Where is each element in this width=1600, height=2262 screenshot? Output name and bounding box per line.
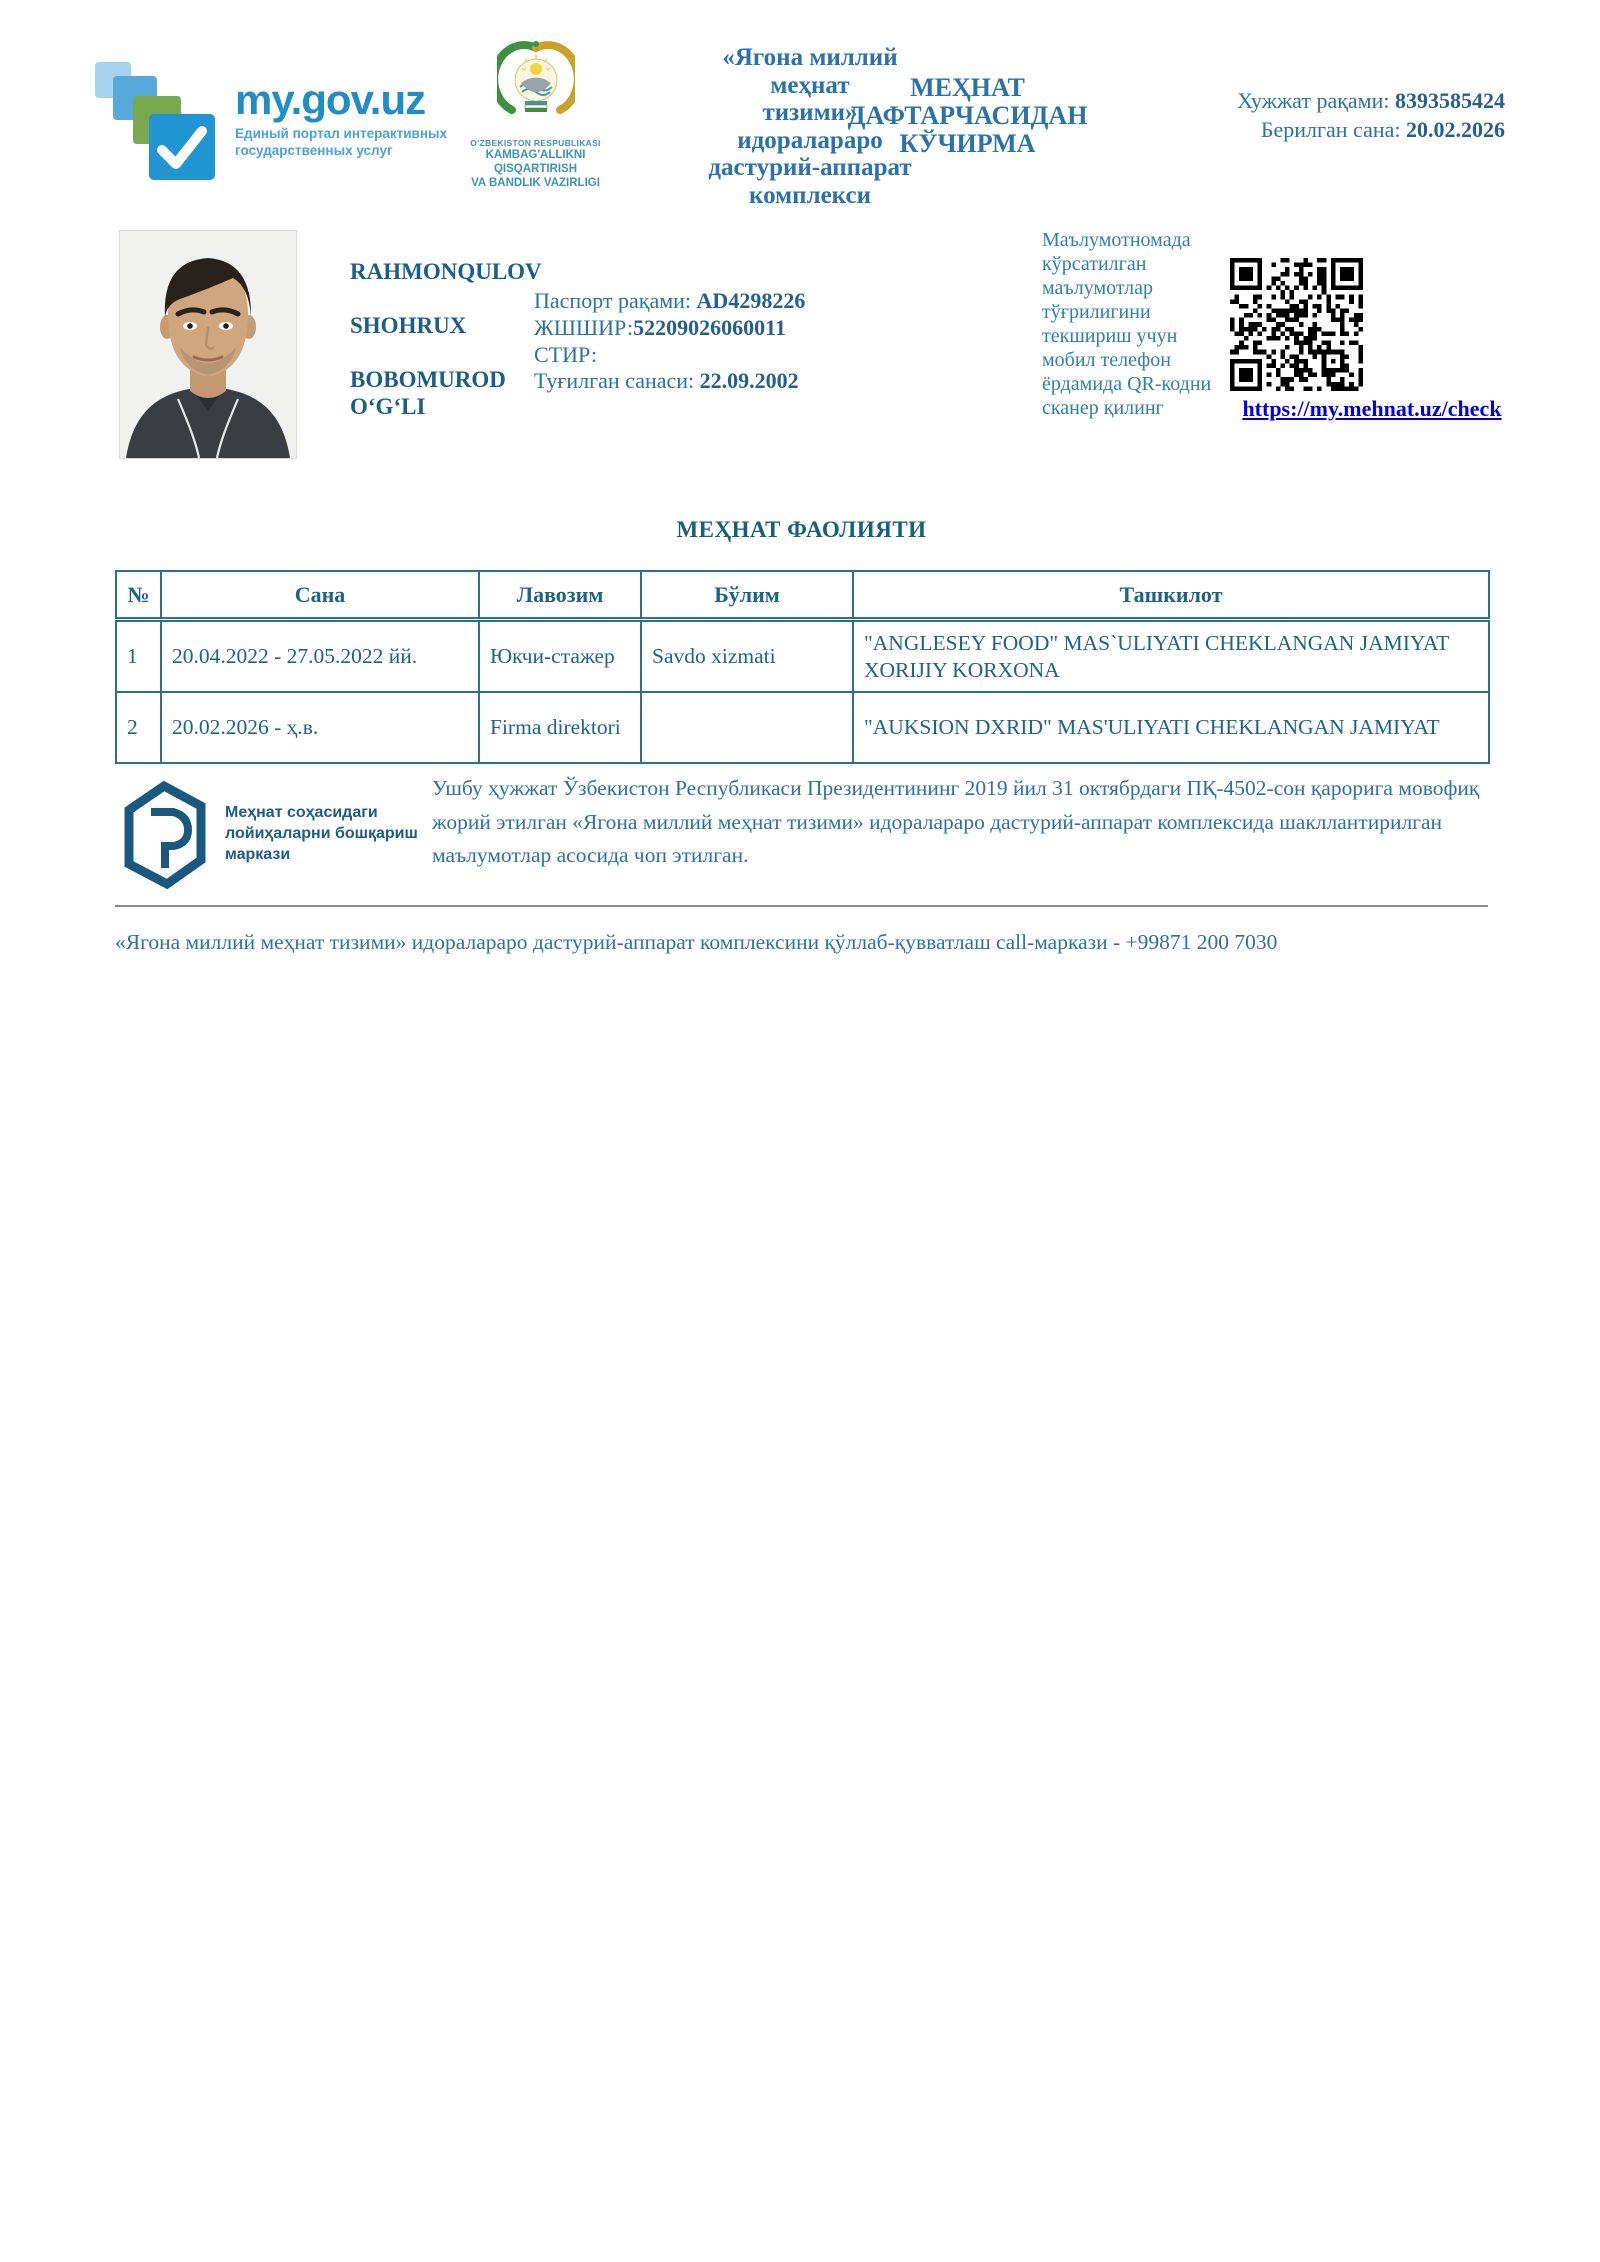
passport-line: Паспорт рақами: AD4298226: [534, 288, 806, 313]
qr-verify-link[interactable]: https://my.mehnat.uz/check: [1242, 396, 1502, 421]
col-header-organization: Ташкилот: [853, 571, 1489, 620]
labor-center-logo: [117, 780, 437, 900]
ministry-block: [448, 38, 623, 190]
person-name-block: [350, 258, 542, 420]
document-number-value: 8393585424: [1395, 88, 1505, 113]
issue-date-value: 20.02.2026: [1406, 117, 1505, 142]
qr-code: [1230, 258, 1363, 391]
labor-center-logo-text: Меҳнат соҳасидаги лойиҳаларни бошқариш маркази: [225, 804, 418, 863]
pinfl-value: 52209026060011: [633, 314, 786, 340]
mygov-logo: [95, 60, 448, 182]
activity-table-wrap: [115, 570, 1488, 764]
table-header-row: [116, 571, 1489, 620]
col-header-position: Лавозим: [479, 571, 641, 620]
person-details: [534, 288, 954, 395]
person-patronymic: BOBOMUROD O‘G‘LI: [350, 367, 506, 419]
system-title: «Ягона миллий меҳнат тизими» идоралараро дастурий-аппарат комплекси: [708, 44, 912, 209]
support-text: «Ягона миллий меҳнат тизими» идоралараро дастурий-аппарат комплексини қўллаб-қувватлаш call-маркази - +99871 200 7030: [115, 930, 1278, 954]
person-given-name: SHOHRUX: [350, 313, 467, 338]
qr-instruction-text: Маълумотномада кўрсатилган маълумотлар тўғрилигини текшириш учун мобил телефон ёрдамида QR-кодни сканер қилинг: [1042, 229, 1212, 419]
table-row: 2 20.02.2026 - ҳ.в. Firma direktori "AUKSION DXRID" MAS'ULIYATI CHEKLANGAN JAMIYAT: [116, 692, 1489, 763]
activity-section-title: МЕҲНАТ ФАОЛИЯТИ: [676, 517, 927, 542]
divider-line: [115, 905, 1488, 907]
activity-table: [115, 570, 1490, 764]
mygov-tagline: Единый портал интерактивных государственных услуг: [235, 126, 448, 158]
document-title: МЕҲНАТ ДАФТАРЧАСИДАН КЎЧИРМА: [847, 73, 1088, 158]
ministry-country-label: O'ZBEKISTON RESPUBLIKASI: [470, 138, 601, 148]
birth-date-value: 22.09.2002: [699, 368, 799, 394]
table-row: 1 20.04.2022 - 27.05.2022 йй. Юкчи-стажер Savdo xizmati "ANGLESEY FOOD" MAS`ULIYATI CHEKLANGAN JAMIYAT XORIJIY KORXONA: [116, 620, 1489, 693]
col-header-department: Бўлим: [641, 571, 853, 620]
document-number-line: Хужжат рақами: 8393585424: [1237, 88, 1505, 113]
pinfl-line: ЖШШИР:52209026060011: [534, 314, 786, 340]
labor-center-logo-icon: [117, 780, 212, 892]
tin-line: СТИР:: [534, 341, 598, 367]
ministry-name-label: KAMBAG'ALLIKNI QISQARTIRISH VA BANDLIK VAZIRLIGI: [471, 149, 600, 189]
passport-value: AD4298226: [696, 288, 806, 313]
issue-date-line: Берилган сана: 20.02.2026: [1260, 117, 1505, 142]
person-photo: [119, 230, 297, 459]
birth-date-line: Туғилган санаси: 22.09.2002: [534, 368, 799, 394]
mygov-wordmark: my.gov.uz: [235, 76, 426, 123]
legal-text: Ушбу ҳужжат Ўзбекистон Республикаси Президентининг 2019 йил 31 октябрдаги ПҚ-4502-сон қарорига мовофиқ жорий этилган «Ягона миллий меҳнат тизими» идоралараро дастурий-аппарат комплексида шакллантирилган маълумотлар асосида чоп этилган.: [432, 776, 1480, 867]
col-header-date: Сана: [161, 571, 479, 620]
document-meta: [1085, 86, 1505, 144]
uzbekistan-emblem-icon: [497, 38, 575, 136]
person-surname: RAHMONQULOV: [350, 259, 542, 284]
col-header-num: №: [116, 571, 161, 620]
checkmark-icon: [149, 114, 215, 180]
